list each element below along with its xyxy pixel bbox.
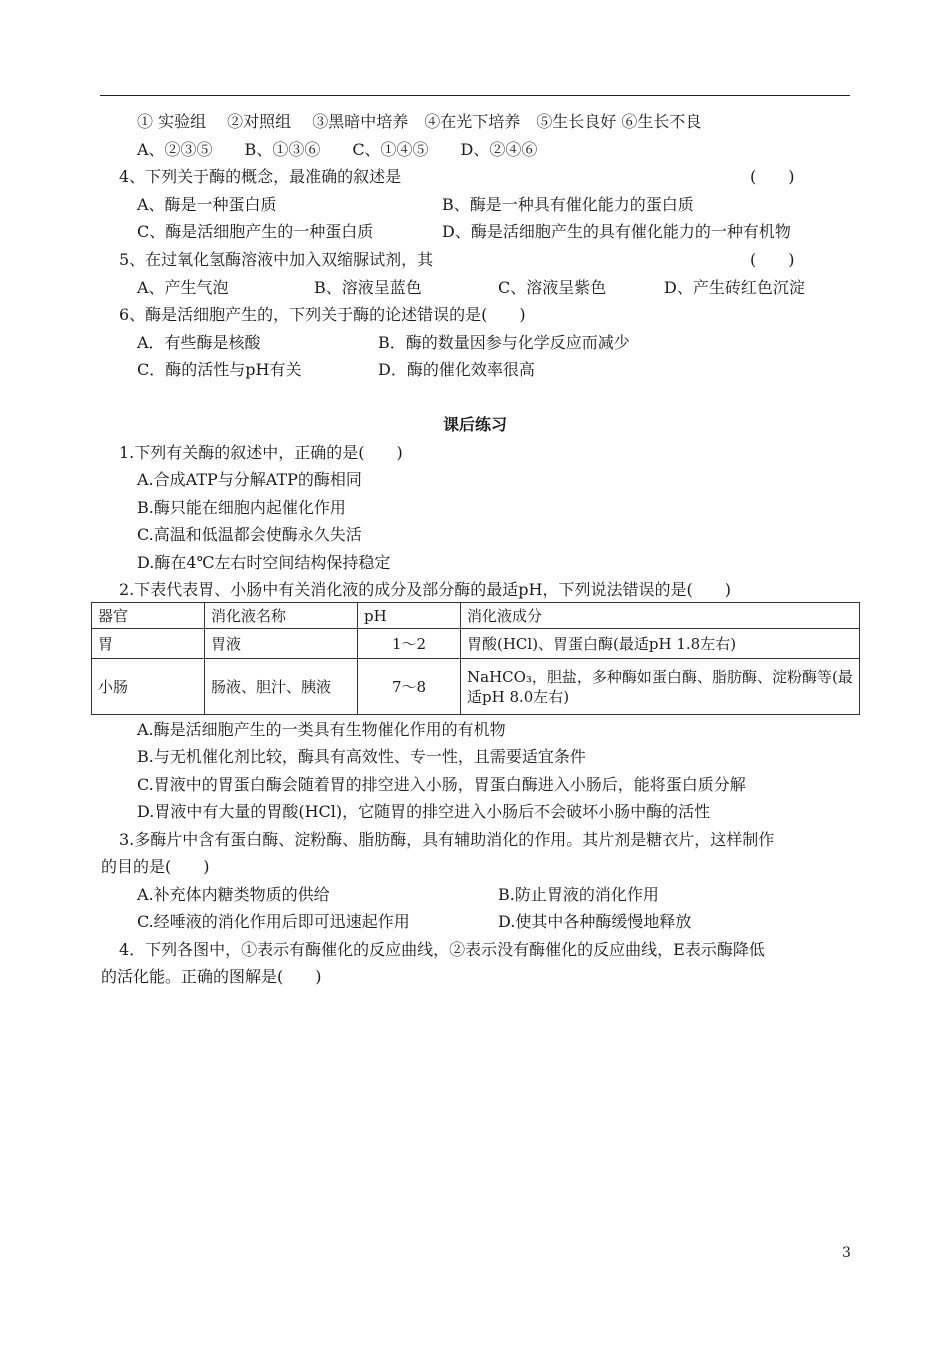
p2-option-a: A.酶是活细胞产生的一类具有生物催化作用的有机物 xyxy=(137,720,506,739)
digestive-table xyxy=(91,602,860,715)
table-header-cell: 消化液成分 xyxy=(461,603,860,629)
q6-option-a: A．有些酶是核酸 xyxy=(137,333,261,352)
p2-option-b: B.与无机催化剂比较，酶具有高效性、专一性，且需要适宜条件 xyxy=(137,747,586,766)
p3-option-c: C.经唾液的消化作用后即可迅速起作用 xyxy=(137,912,410,931)
q5-blank: ( ) xyxy=(750,250,795,269)
p4-stem-line1: 4．下列各图中，①表示有酶催化的反应曲线，②表示没有酶催化的反应曲线，E表示酶降低 xyxy=(119,940,765,959)
table-cell: 胃酸(HCl)、胃蛋白酶(最适pH 1.8左右) xyxy=(461,629,860,659)
p3-stem-line2: 的目的是( ) xyxy=(101,857,210,876)
table-cell: 胃液 xyxy=(205,629,358,659)
p2-stem: 2.下表代表胃、小肠中有关消化液的成分及部分酶的最适pH，下列说法错误的是( ) xyxy=(119,580,731,599)
q6-option-c: C．酶的活性与pH有关 xyxy=(137,360,302,379)
q5-option-a: A、产生气泡 xyxy=(137,278,229,297)
p2-option-d: D.胃液中有大量的胃酸(HCl)，它随胃的排空进入小肠后不会破坏小肠中酶的活性 xyxy=(137,802,711,821)
q5-option-c: C、溶液呈紫色 xyxy=(498,278,607,297)
q6-option-d: D．酶的催化效率很高 xyxy=(378,360,535,379)
header-rule xyxy=(100,95,850,96)
p1-option-c: C.高温和低温都会使酶永久失活 xyxy=(137,525,362,544)
table-row xyxy=(92,629,860,659)
p1-stem: 1.下列有关酶的叙述中，正确的是( ) xyxy=(119,443,403,462)
table-cell: 7～8 xyxy=(358,659,461,715)
q4-option-d: D、酶是活细胞产生的具有催化能力的一种有机物 xyxy=(442,222,791,241)
q4-blank: ( ) xyxy=(750,167,795,186)
table-header-cell: 消化液名称 xyxy=(205,603,358,629)
table-header-row xyxy=(92,603,860,629)
q6-option-b: B．酶的数量因参与化学反应而减少 xyxy=(378,333,630,352)
p3-stem-line1: 3.多酶片中含有蛋白酶、淀粉酶、脂肪酶，具有辅助消化的作用。其片剂是糖衣片，这样制作 xyxy=(119,830,775,849)
table-cell: 小肠 xyxy=(92,659,205,715)
p1-option-a: A.合成ATP与分解ATP的酶相同 xyxy=(137,470,362,489)
q5-stem: 5、在过氧化氢酶溶液中加入双缩脲试剂，其 xyxy=(119,250,434,269)
table-header-cell: pH xyxy=(358,603,461,629)
table-cell: 肠液、胆汁、胰液 xyxy=(205,659,358,715)
table-row xyxy=(92,659,860,715)
p3-option-b: B.防止胃液的消化作用 xyxy=(498,885,659,904)
q6-stem: 6、酶是活细胞产生的，下列关于酶的论述错误的是( ) xyxy=(119,305,526,324)
table-cell: 1～2 xyxy=(358,629,461,659)
p3-option-d: D.使其中各种酶缓慢地释放 xyxy=(498,912,692,931)
p3-option-a: A.补充体内糖类物质的供给 xyxy=(137,885,330,904)
table-header-cell: 器官 xyxy=(92,603,205,629)
p1-option-d: D.酶在4℃左右时空间结构保持稳定 xyxy=(137,553,391,572)
options-line: ① 实验组 ②对照组 ③黑暗中培养 ④在光下培养 ⑤生长良好 ⑥生长不良 xyxy=(137,112,702,131)
q5-option-b: B、溶液呈蓝色 xyxy=(314,278,422,297)
p1-option-b: B.酶只能在细胞内起催化作用 xyxy=(137,498,346,517)
q5-option-d: D、产生砖红色沉淀 xyxy=(664,278,805,297)
table-cell: 胃 xyxy=(92,629,205,659)
answers-line: A、②③⑤ B、①③⑥ C、①④⑤ D、②④⑥ xyxy=(137,140,538,159)
q4-option-a: A、酶是一种蛋白质 xyxy=(137,195,277,214)
p4-stem-line2: 的活化能。正确的图解是( ) xyxy=(101,967,322,986)
section-title: 课后练习 xyxy=(442,415,507,434)
q4-option-c: C、酶是活细胞产生的一种蛋白质 xyxy=(137,222,374,241)
q4-stem: 4、下列关于酶的概念，最准确的叙述是 xyxy=(119,167,402,186)
table-cell: NaHCO₃，胆盐，多种酶如蛋白酶、脂肪酶、淀粉酶等(最适pH 8.0左右) xyxy=(461,659,860,715)
q4-option-b: B、酶是一种具有催化能力的蛋白质 xyxy=(442,195,694,214)
p2-option-c: C.胃液中的胃蛋白酶会随着胃的排空进入小肠，胃蛋白酶进入小肠后，能将蛋白质分解 xyxy=(137,775,746,794)
page-number: 3 xyxy=(842,1245,851,1261)
